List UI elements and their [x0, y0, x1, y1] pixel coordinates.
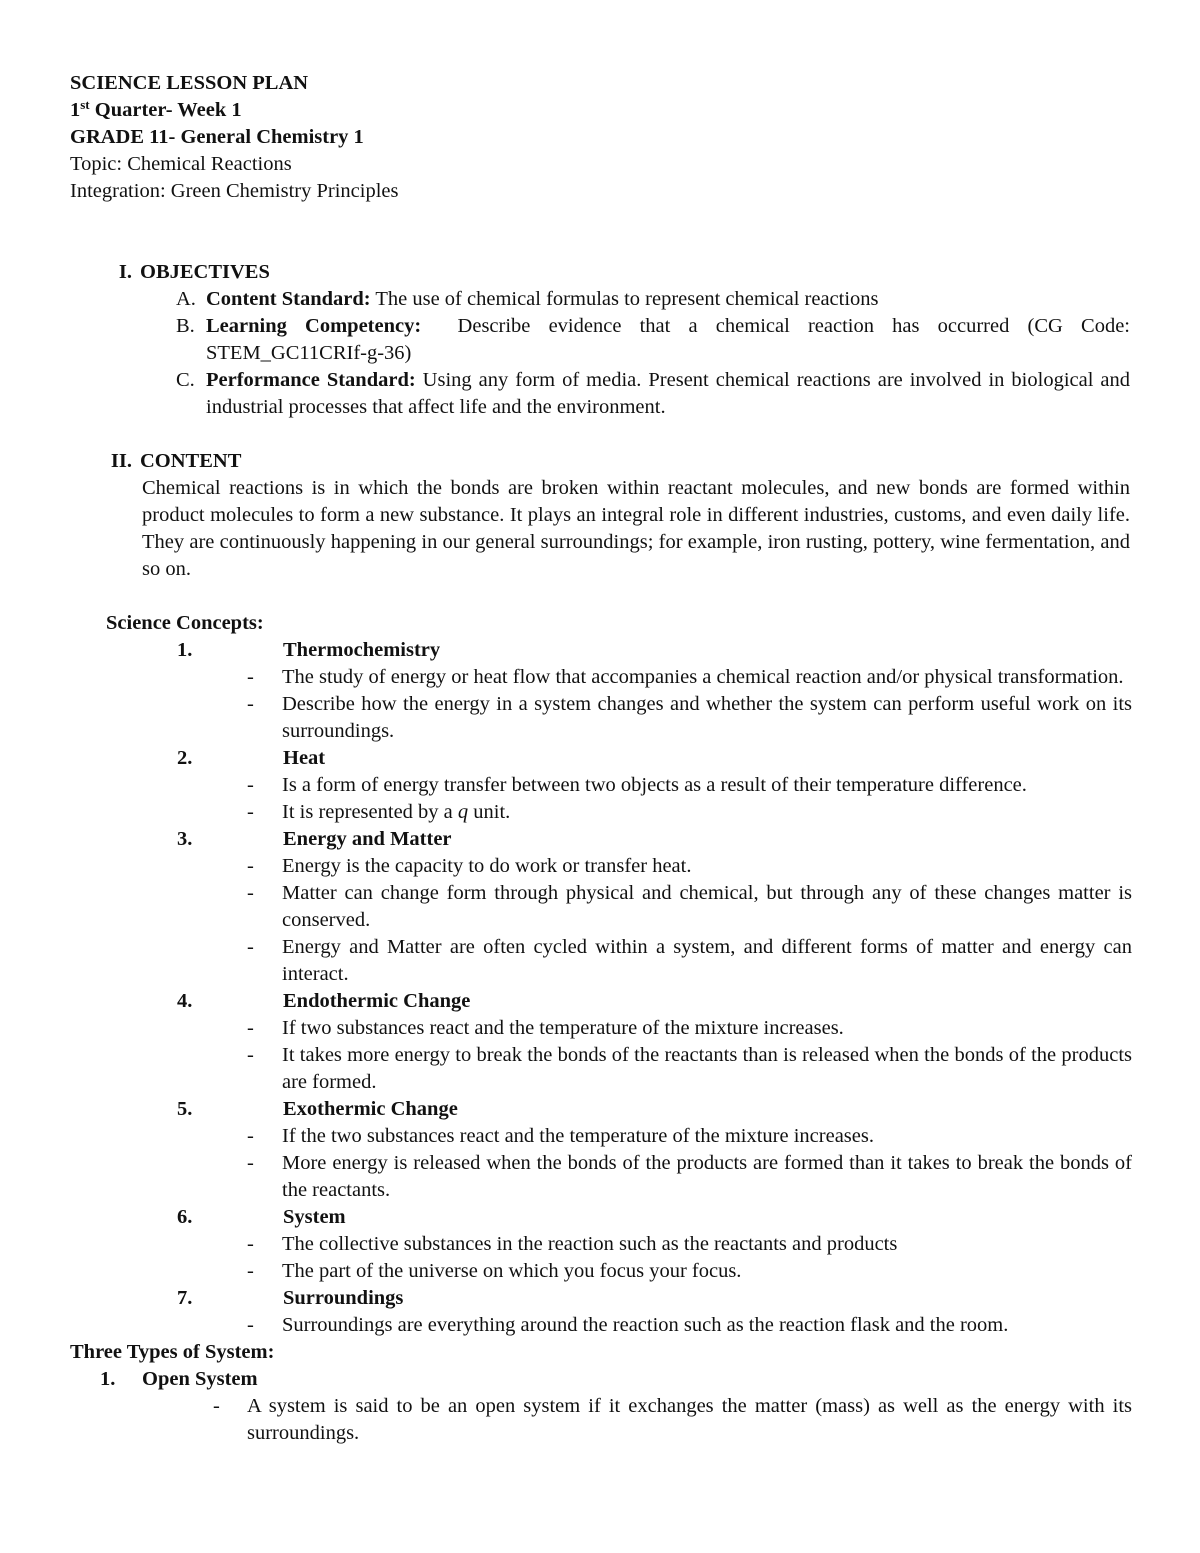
concept-bullet — [247, 799, 1132, 826]
concept-heading — [106, 637, 1132, 664]
heat-q-post: unit. — [468, 801, 511, 823]
science-concepts — [106, 610, 1132, 1339]
bullet-text: The part of the universe on which you focus your focus. — [282, 1260, 742, 1282]
bullet-dash: - — [247, 1044, 254, 1066]
concept-bullet — [247, 853, 1132, 880]
heat-q-pre: It is represented by a — [282, 801, 458, 823]
concept-number: 3. — [177, 828, 193, 850]
objective-text — [206, 286, 1130, 313]
type-bullet — [213, 1393, 1132, 1447]
concept-list — [106, 637, 1132, 1339]
objectives-title: OBJECTIVES — [140, 261, 270, 283]
concept-bullet — [247, 1123, 1132, 1150]
objective-letter: A. — [176, 288, 196, 310]
content-numeral: II. — [110, 450, 132, 472]
objective-body: Describe evidence that a chemical reaction has occurred (CG Code: STEM_GC11CRIf-g-36) — [206, 315, 1136, 364]
concept-number: 5. — [177, 1098, 193, 1120]
bullet-dash: - — [247, 774, 254, 796]
content-heading — [70, 448, 1132, 475]
concept-bullet — [247, 1312, 1132, 1339]
type-number: 1. — [100, 1368, 116, 1390]
bullet-dash: - — [247, 855, 254, 877]
bullet-text: If two substances react and the temperature of the mixture increases. — [282, 1017, 844, 1039]
concept-title: Energy and Matter — [283, 828, 452, 850]
bullet-dash: - — [247, 693, 254, 715]
bullet-dash: - — [247, 936, 254, 958]
lesson-plan-page — [70, 70, 1136, 1447]
content-paragraph: Chemical reactions is in which the bonds are broken within reactant molecules, and new bonds are formed within product molecules to form a new substance. It plays an integral role in different industries, customs, and even daily life. They are continuously happening in our general surroundings; for example, iron rusting, pottery, wine fermentation, and so on. — [142, 477, 1130, 580]
bullet-text: Is a form of energy transfer between two objects as a result of their temperature difference. — [282, 774, 1027, 796]
bullet-dash: - — [247, 1017, 254, 1039]
concept-bullet — [247, 1015, 1132, 1042]
objectives-list — [176, 286, 1136, 421]
concept-bullet — [247, 934, 1132, 988]
bullet-text: It takes more energy to break the bonds of the reactants than is released when the bonds of the products are formed. — [282, 1044, 1132, 1093]
objective-body: The use of chemical formulas to represent chemical reactions — [370, 288, 879, 310]
header-block — [70, 70, 1132, 205]
content-title: CONTENT — [140, 450, 242, 472]
type-heading — [100, 1366, 1132, 1393]
science-concepts-heading: Science Concepts: — [106, 612, 264, 634]
three-types-heading: Three Types of System: — [70, 1341, 275, 1363]
topic-line: Topic: Chemical Reactions — [70, 153, 292, 175]
objective-label: Performance Standard: — [206, 369, 416, 391]
type-title: Open System — [142, 1368, 258, 1390]
heat-q-symbol: q — [457, 801, 469, 823]
concept-title: Exothermic Change — [283, 1098, 458, 1120]
concept-bullet — [247, 691, 1132, 745]
bullet-text: More energy is released when the bonds of the products are formed than it takes to break the bonds of the reactants. — [282, 1152, 1132, 1201]
concept-number: 2. — [177, 747, 193, 769]
concept-title: Thermochemistry — [283, 639, 441, 661]
objective-item — [176, 286, 1130, 313]
concept-heading — [106, 1285, 1132, 1312]
concept-title: System — [283, 1206, 346, 1228]
bullet-dash: - — [247, 1125, 254, 1147]
concept-bullet — [247, 1150, 1132, 1204]
concept-number: 1. — [177, 639, 193, 661]
concept-number: 4. — [177, 990, 193, 1012]
concept-title: Surroundings — [283, 1287, 404, 1309]
objective-letter: C. — [176, 369, 195, 391]
objective-item — [176, 313, 1136, 367]
bullet-dash: - — [247, 1260, 254, 1282]
concept-number: 7. — [177, 1287, 193, 1309]
bullet-text: Energy and Matter are often cycled within a system, and different forms of matter and energy can interact. — [282, 936, 1132, 985]
concept-heading — [106, 988, 1132, 1015]
concept-bullet — [247, 1258, 1132, 1285]
integration-line: Integration: Green Chemistry Principles — [70, 180, 399, 202]
concept-title: Heat — [283, 747, 326, 769]
quarter-num: 1 — [70, 99, 81, 121]
bullet-text: A system is said to be an open system if it exchanges the matter (mass) as well as the energy with its surroundings. — [247, 1395, 1132, 1444]
objective-text — [206, 367, 1136, 421]
quarter-line — [70, 97, 1132, 124]
concept-number: 6. — [177, 1206, 193, 1228]
bullet-dash: - — [247, 666, 254, 688]
bullet-text: Surroundings are everything around the reaction such as the reaction flask and the room. — [282, 1314, 1009, 1336]
objective-letter: B. — [176, 315, 195, 337]
objectives-numeral: I. — [118, 261, 132, 283]
objective-text — [206, 313, 1136, 367]
types-list — [70, 1366, 1132, 1447]
concept-bullet — [247, 880, 1132, 934]
bullet-dash: - — [213, 1395, 220, 1417]
bullet-text: Matter can change form through physical and chemical, but through any of these changes matter is conserved. — [282, 882, 1132, 931]
concept-heading — [106, 1096, 1132, 1123]
objective-body: Using any form of media. Present chemical reactions are involved in biological and industrial processes that affect life and the environment. — [206, 369, 1136, 418]
concept-bullet — [247, 1231, 1132, 1258]
bullet-text — [282, 799, 1132, 826]
concept-heading — [106, 826, 1132, 853]
concept-bullet — [247, 1042, 1132, 1096]
quarter-rest: Quarter- Week 1 — [89, 99, 242, 121]
bullet-text: If the two substances react and the temperature of the mixture increases. — [282, 1125, 874, 1147]
grade-line: GRADE 11- General Chemistry 1 — [70, 126, 364, 148]
bullet-text: The collective substances in the reaction such as the reactants and products — [282, 1233, 898, 1255]
bullet-text: The study of energy or heat flow that accompanies a chemical reaction and/or physical transformation. — [282, 666, 1124, 688]
bullet-text: Describe how the energy in a system changes and whether the system can perform useful work on its surroundings. — [282, 693, 1132, 742]
quarter-sup: st — [80, 97, 90, 112]
concept-bullet — [247, 772, 1132, 799]
bullet-dash: - — [247, 801, 254, 823]
bullet-dash: - — [247, 1314, 254, 1336]
bullet-text: Energy is the capacity to do work or transfer heat. — [282, 855, 692, 877]
bullet-dash: - — [247, 1233, 254, 1255]
concept-bullet — [247, 664, 1132, 691]
objective-item — [176, 367, 1136, 421]
bullet-dash: - — [247, 882, 254, 904]
bullet-dash: - — [247, 1152, 254, 1174]
objective-label: Content Standard: — [206, 288, 371, 310]
objectives-heading — [70, 259, 1132, 286]
doc-title: SCIENCE LESSON PLAN — [70, 72, 309, 94]
concept-title: Endothermic Change — [283, 990, 471, 1012]
concept-heading — [106, 745, 1132, 772]
objective-label: Learning Competency: — [206, 315, 422, 337]
concept-heading — [106, 1204, 1132, 1231]
